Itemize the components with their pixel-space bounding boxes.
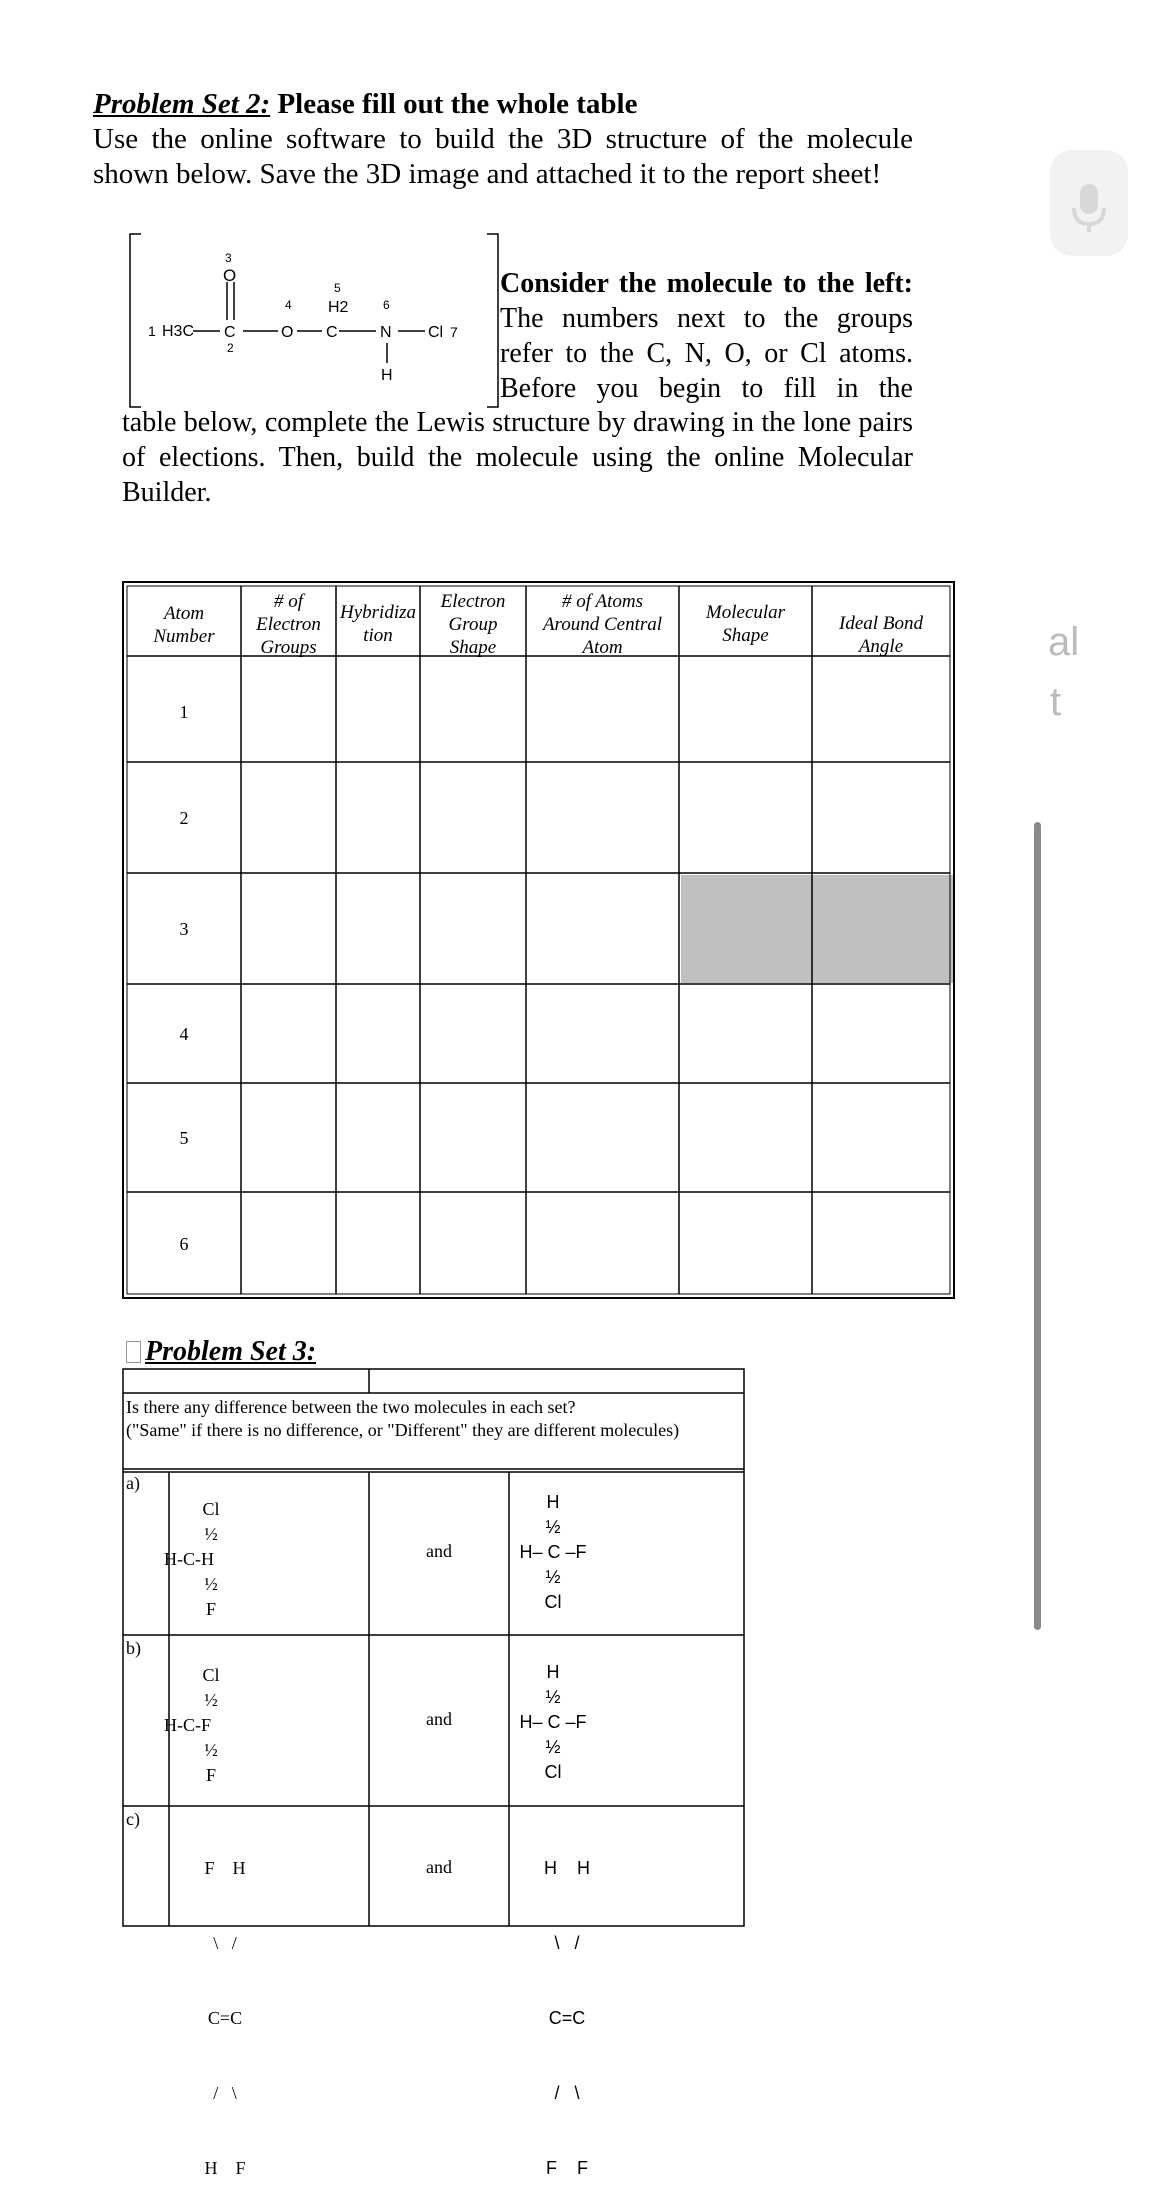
scrollbar[interactable] [1034, 822, 1041, 1630]
row-atom-3: 3 [179, 919, 189, 939]
row-atom-4: 4 [179, 1024, 189, 1044]
set-c-left-molecule: F H \ / C=C / \ H F [204, 1858, 246, 2178]
header-atoms-around-central: # of Atoms Around Central Atom [542, 591, 663, 658]
problem2-intro: Use the online software to build the 3D structure of the molecule shown below. Save the 3D image and attached it to the report sheet! [93, 123, 913, 190]
shaded-cell-row3 [681, 875, 953, 983]
atom-number-3: 3 [225, 251, 232, 265]
set-b-right-molecule: H ½ H– C –F ½ Cl [519, 1662, 587, 1782]
atom-c5: C [326, 324, 338, 341]
peek-text-top: al [1048, 620, 1080, 664]
consider-text: The numbers next to the groups refer to the C, N, O, or Cl atoms. Before you begin to fill in the [500, 303, 913, 404]
set-c-label: c) [126, 1809, 140, 1829]
row-atom-2: 2 [179, 808, 189, 828]
set-a-right-molecule: H ½ H– C –F ½ Cl [519, 1492, 587, 1612]
consider-title: Consider the molecule to the left: [500, 268, 913, 299]
header-hybridization: Hybridiza tion [340, 602, 416, 646]
peek-text-bottom: t [1050, 680, 1062, 724]
atom-number-6: 6 [383, 298, 390, 312]
set-a-label: a) [126, 1473, 140, 1493]
checkbox-glyph [126, 1341, 141, 1363]
set-c-and: and [426, 1857, 452, 1877]
problem2-instruction: Please fill out the whole table [277, 88, 638, 120]
consider-block [500, 266, 913, 406]
set-b-and: and [426, 1709, 452, 1729]
row-atom-6: 6 [179, 1234, 189, 1254]
problem3-question: Is there any difference between the two molecules in each set? ("Same" if there is no difference, or "Different" they are different molecules) [126, 1397, 680, 1440]
set-c-right-molecule: H H \ / C=C / \ F F [543, 1858, 590, 2178]
header-molecular-shape: Molecular Shape [705, 602, 786, 646]
set-a-and: and [426, 1541, 452, 1561]
atom-h-amine: H [381, 367, 393, 384]
set-b-label: b) [126, 1638, 141, 1658]
row-atom-5: 5 [179, 1128, 189, 1148]
atom-c2: C [224, 324, 236, 341]
atom-o-ester: O [281, 324, 294, 341]
atom-number-7: 7 [450, 324, 458, 340]
atom-number-4: 4 [285, 298, 292, 312]
row-atom-1: 1 [179, 702, 189, 722]
atom-h2: H2 [328, 299, 349, 316]
problem2-title: Problem Set 2: [93, 88, 271, 120]
header-electron-groups: # of Electron Groups [256, 591, 321, 658]
set-a-left-molecule: Cl ½ H-C-H ½ F [164, 1499, 220, 1619]
problem3-title: Problem Set 3: [145, 1336, 317, 1367]
header-ideal-bond-angle: Ideal Bond Angle [839, 613, 923, 657]
header-atom-number: Atom Number [153, 603, 215, 647]
atom-number-5: 5 [334, 281, 341, 295]
atom-n: N [380, 324, 392, 341]
atom-number-1: 1 [148, 323, 156, 339]
atom-cl: Cl [428, 324, 444, 341]
atom-h3c: H3C [162, 323, 195, 340]
problem2-heading [93, 86, 638, 122]
microphone-button[interactable] [1050, 150, 1128, 256]
continuation-text: table below, complete the Lewis structure by drawing in the lone pairs of elections. Then, build the molecule using the online Molecular Builder. [122, 407, 913, 508]
microphone-icon [1050, 150, 1128, 256]
header-electron-group-shape: Electron Group Shape [440, 591, 506, 658]
atom-o-carbonyl: O [223, 266, 237, 285]
atom-number-2: 2 [227, 341, 234, 355]
set-b-left-molecule: Cl ½ H-C-F ½ F [164, 1665, 220, 1785]
